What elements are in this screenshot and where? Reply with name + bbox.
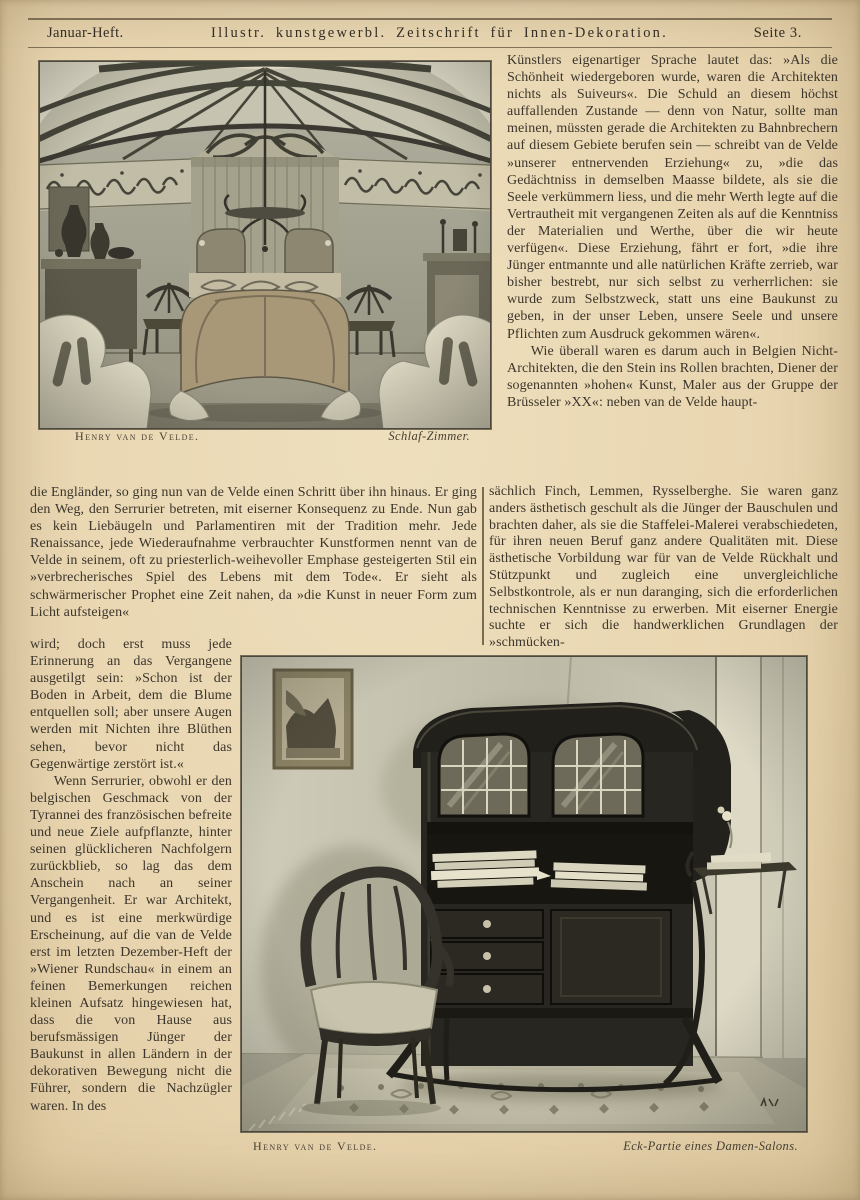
- paragraph: wird; doch erst muss jede Erinnerung an das Vergangene ausgetilgt sein: »Schon ist der Boden in Arbeit, dem die Blume entquellen soll; aber unsere Augen werden mit Nichten ihre Blüthen sehen, bevor nicht das Gegenwärtige zerstört ist.«: [30, 637, 232, 772]
- issue-label: Januar-Heft.: [47, 24, 124, 41]
- right-column-top: [507, 52, 838, 482]
- caption-row-top: [38, 429, 490, 444]
- damensalon-illustration: [241, 656, 807, 1132]
- photo-title-bottom: Eck-Partie eines Damen-Salons.: [623, 1139, 798, 1153]
- schlafzimmer-illustration: [39, 61, 491, 429]
- artist-caption-top: Henry van de Velde.: [75, 429, 200, 443]
- header-rule-bottom: [28, 47, 832, 49]
- right-column-continuation: [489, 484, 838, 656]
- photo-damensalon: [240, 655, 808, 1133]
- left-column-wide: [30, 484, 477, 640]
- page-header: [28, 18, 832, 48]
- paragraph: die Engländer, so ging nun van de Velde einen Schritt über ihn hinaus. Er ging den Weg, den Serrurier betreten, mit eiserner Konsequenz zu Ende. Nun gab es kein Liebäugeln und Parlamentiren mit der Tradition mehr. Jede Renaissance, jede Wiederaufnahme verbrauchter Kunstformen nennt van de Velde in seinem, oft zu priesterlich-weihevoller Emphase gesteigerten Stil ein »verbrecherisches Spiel des Lebens mit dem Tode«. Er sieht als schwärmerischer Prophet eine Zeit nahen, da »die Kunst in neuer Form zum Licht aufsteigen«: [30, 485, 477, 620]
- artist-caption-bottom: Henry van de Velde.: [253, 1139, 378, 1153]
- header-rule-top: [28, 18, 832, 20]
- page-number: Seite 3.: [753, 24, 802, 41]
- header-row: [28, 20, 832, 47]
- journal-title: Illustr. kunstgewerbl. Zeitschrift für Innen-Dekoration.: [211, 24, 668, 41]
- paragraph: sächlich Finch, Lemmen, Rysselberghe. Sie waren ganz anders ästhetisch geschult als die Jünger der Bauschulen und brachten daher, als sie die Staffelei-Malerei verabschiedeten, für ihren neuen Beruf ganz andere Qualitäten mit. Diese ästhetische Vorbildung war für van de Velde Rückhalt und Stützpunkt und zugleich eine unvergleichliche Selbstkontrole, als er nun daranging, sich die erforderlichen technischen Kenntnisse zu erwerben. Mit eiserner Energie suchte er sich die handwerklichen Grundlagen der »schmücken-: [489, 484, 838, 651]
- paragraph: Wie überall waren es darum auch in Belgien Nicht-Architekten, die den Stein ins Rollen brachten, Diener der sogenannten »hohen« Kunst, Maler aus der Gruppe der Brüsseler »XX«: neben van de Velde haupt-: [507, 343, 838, 410]
- column-divider-rule: [482, 487, 484, 645]
- paragraph: Wenn Serrurier, obwohl er den belgischen Geschmack von der Tyrannei des französischen befreite und neue Ziele aufpflanzte, hinter seinen glücklicheren Nachfolgern zurückblieb, so lag das dem Anschein nach an seiner Vergangenheit. Er war Architekt, und es ist eine merkwürdige Erscheinung, auf die van de Velde erst im letzten Dezember-Heft der »Wiener Rundschau« in einem an feinen Bemerkungen reichen kleinen Aufsatz hingewiesen hat, dass die von Hause aus berufsmässigen Jünger der Baukunst in allen Ländern in der dekorativen Bewegung nicht die Führer, sondern die Nachzügler waren. In des: [30, 773, 232, 1114]
- photo-schlafzimmer: [38, 60, 492, 430]
- left-column-narrow: [30, 636, 232, 1156]
- photo-title-top: Schlaf-Zimmer.: [388, 429, 470, 443]
- paragraph: Künstlers eigenartiger Sprache lautet das: »Als die Schönheit wiedergeboren wurde, waren die Architekten nichts als Suiveurs«. Die Schuld an diesem höchst auffallenden Zustande — denn von Natur, sollte man meinen, müssten gerade die Architekten zu Bahnbrechern auf diesem Gebiete berufen sein — schreibt van de Velde »unserer entnervenden Erziehung« zu, »die das Gedächtniss in demselben Maasse bildete, als sie die Seele verkümmern liess, und die mehr Werth legte auf die Vertrautheit mit vergangenen Zeiten als auf die Kenntniss der Materialien und Werthe, über die wir heute verfügen«. Diese Erziehung, fährt er fort, »die ihre Jünger entmannte und alle natürlichen Kräfte zerrieb, war bisher bestrebt, nur sich selbst zu verherrlichen: sie wurde zum Selbstzweck, statt uns eine Baukunst zu geben, in der unser Leben, unsere Seele und unsere Pflichten zum Ausdruck gekommen wären«.: [507, 53, 838, 342]
- caption-row-bottom: [240, 1139, 806, 1154]
